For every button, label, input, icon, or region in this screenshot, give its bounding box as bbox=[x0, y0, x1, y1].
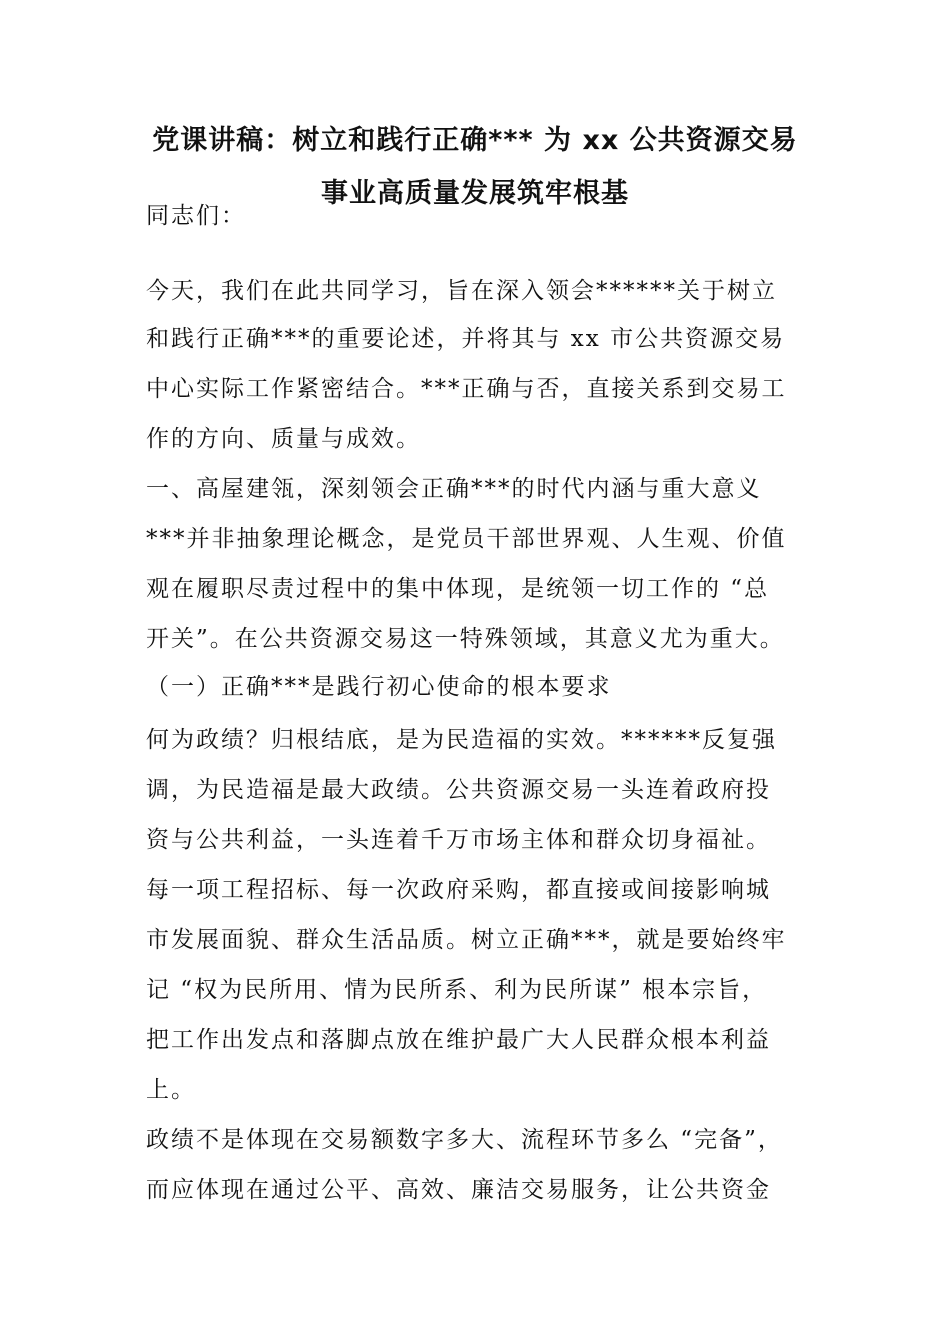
body-line: 作的方向、质量与成效。 bbox=[146, 426, 421, 452]
body-line: 上。 bbox=[146, 1077, 196, 1103]
body-line: 调，为民造福是最大政绩。公共资源交易一头连着政府投 bbox=[146, 777, 771, 803]
body-line: 把工作出发点和落脚点放在维护最广大人民群众根本利益 bbox=[146, 1027, 771, 1053]
body-line: 记 “权为民所用、情为民所系、利为民所谋” 根本宗旨， bbox=[146, 977, 768, 1003]
body-line: 每一项工程招标、每一次政府采购，都直接或间接影响城 bbox=[146, 877, 771, 903]
body-line: 市发展面貌、群众生活品质。树立正确***，就是要始终牢 bbox=[146, 927, 787, 953]
section-heading: 一、高屋建瓴，深刻领会正确***的时代内涵与重大意义 bbox=[146, 476, 762, 502]
body-line: 而应体现在通过公平、高效、廉洁交易服务，让公共资金 bbox=[146, 1177, 771, 1203]
body-line: 和践行正确***的重要论述，并将其与 xx 市公共资源交易 bbox=[146, 326, 786, 352]
salutation: 同志们： bbox=[146, 203, 246, 229]
body-line: 观在履职尽责过程中的集中体现，是统领一切工作的 “总 bbox=[146, 576, 770, 602]
body-line: 政绩不是体现在交易额数字多大、流程环节多么 “完备”， bbox=[146, 1127, 783, 1153]
document-title-line-1: 党课讲稿：树立和践行正确*** 为 xx 公共资源交易 bbox=[152, 125, 798, 156]
body-line: 开关”。在公共资源交易这一特殊领域，其意义尤为重大。 bbox=[146, 626, 785, 652]
subsection-heading: （一）正确***是践行初心使命的根本要求 bbox=[146, 674, 612, 700]
body-line: ***并非抽象理论概念，是党员干部世界观、人生观、价值 bbox=[146, 526, 787, 552]
document-title-line-2: 事业高质量发展筑牢根基 bbox=[321, 178, 629, 209]
body-line: 中心实际工作紧密结合。***正确与否，直接关系到交易工 bbox=[146, 376, 787, 402]
body-line: 今天，我们在此共同学习，旨在深入领会******关于树立 bbox=[146, 278, 777, 304]
body-line: 何为政绩？归根结底，是为民造福的实效。******反复强 bbox=[146, 727, 777, 753]
body-line: 资与公共利益，一头连着千万市场主体和群众切身福祉。 bbox=[146, 827, 771, 853]
